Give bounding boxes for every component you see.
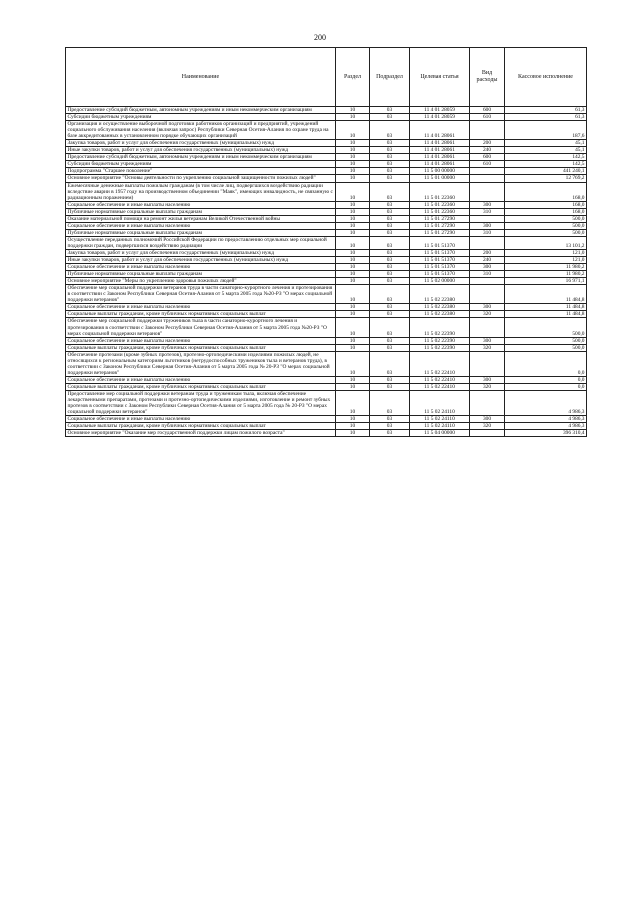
cell-sub: 03 (370, 147, 410, 154)
cell-sub: 03 (370, 208, 410, 215)
cell-name: Социальные выплаты гражданам, кроме публичных нормативных социальных выплат (66, 311, 336, 318)
cell-type: 300 (470, 222, 505, 229)
table-row (66, 264, 587, 271)
cell-section: 10 (336, 311, 370, 318)
cell-name: Закупка товаров, работ и услуг для обеспечения государственных (муниципальных) нужд (66, 249, 336, 256)
cell-amount: 11 484,8 (505, 311, 587, 318)
cell-section: 10 (336, 182, 370, 201)
cell-sub: 03 (370, 430, 410, 437)
cell-amount: 11 484,8 (505, 304, 587, 311)
cell-target: 11 5 02 24110 (410, 416, 470, 423)
table-row (66, 271, 587, 278)
table-row (66, 430, 587, 437)
header-section: Раздел (336, 48, 370, 107)
table-row (66, 351, 587, 376)
cell-amount: 500,0 (505, 318, 587, 337)
cell-name: Субсидии бюджетным учреждениям (66, 114, 336, 121)
cell-type: 610 (470, 114, 505, 121)
header-row (66, 48, 587, 107)
budget-table (65, 47, 587, 437)
cell-name: Публичные нормативные социальные выплаты гражданам (66, 271, 336, 278)
cell-amount: 500,0 (505, 222, 587, 229)
cell-sub: 03 (370, 182, 410, 201)
cell-type: 600 (470, 107, 505, 114)
cell-name: Закупка товаров, работ и услуг для обеспечения государственных (муниципальных) нужд (66, 140, 336, 147)
cell-sub: 03 (370, 257, 410, 264)
cell-target: 11 5 01 51370 (410, 236, 470, 249)
cell-amount: 0,0 (505, 376, 587, 383)
cell-target: 11 5 02 22390 (410, 344, 470, 351)
cell-amount: 187,6 (505, 121, 587, 140)
cell-sub: 03 (370, 271, 410, 278)
cell-target: 11 5 02 00000 (410, 278, 470, 285)
cell-target: 11 4 01 28061 (410, 161, 470, 168)
table-row (66, 215, 587, 222)
table-row (66, 257, 587, 264)
cell-amount: 11 484,8 (505, 285, 587, 304)
cell-name: Обеспечение мер социальной поддержки ветеранов труда в части санаторно-курортного лечения и протезирования в соответствии с Законом Республики Северная Осетия-Алания от 5 марта 2005 года №20-РЗ "О мерах социальной поддержки ветеранов" (66, 285, 336, 304)
cell-type: 310 (470, 271, 505, 278)
cell-name: Социальные выплаты гражданам, кроме публичных нормативных социальных выплат (66, 423, 336, 430)
table-row (66, 311, 587, 318)
cell-amount: 4 986,3 (505, 390, 587, 415)
cell-type: 300 (470, 264, 505, 271)
cell-section: 10 (336, 154, 370, 161)
page-number: 200 (314, 33, 326, 42)
cell-type: 320 (470, 423, 505, 430)
cell-name: Основное мероприятие "Меры по укреплению здоровья пожилых людей" (66, 278, 336, 285)
cell-target: 11 4 01 28061 (410, 154, 470, 161)
table-row (66, 285, 587, 304)
table-row (66, 236, 587, 249)
table-row (66, 344, 587, 351)
cell-type (470, 285, 505, 304)
cell-amount: 16 971,1 (505, 278, 587, 285)
cell-section: 10 (336, 147, 370, 154)
header-amount: Кассовое исполнение (505, 48, 587, 107)
cell-section: 10 (336, 236, 370, 249)
cell-type: 320 (470, 311, 505, 318)
cell-type: 240 (470, 147, 505, 154)
cell-section: 10 (336, 337, 370, 344)
cell-target: 11 5 01 51370 (410, 264, 470, 271)
cell-section: 10 (336, 376, 370, 383)
cell-amount: 142,5 (505, 154, 587, 161)
cell-type (470, 121, 505, 140)
cell-type (470, 390, 505, 415)
cell-section: 10 (336, 222, 370, 229)
cell-name: Осуществление переданных полномочий Российской Федерации по предоставлению отдельных мер социальной поддержки граждан, подвергшихся воздействию радиации (66, 236, 336, 249)
table-row (66, 175, 587, 182)
cell-name: Социальное обеспечение и иные выплаты населению (66, 264, 336, 271)
table-row (66, 390, 587, 415)
cell-type: 310 (470, 229, 505, 236)
cell-name: Субсидии бюджетным учреждениям (66, 161, 336, 168)
cell-section: 10 (336, 175, 370, 182)
cell-name: Предоставление субсидий бюджетным, автономным учреждениям и иным некоммерческим организациям (66, 107, 336, 114)
cell-target: 11 4 01 28061 (410, 121, 470, 140)
cell-type: 300 (470, 201, 505, 208)
cell-sub: 03 (370, 423, 410, 430)
cell-section: 10 (336, 121, 370, 140)
cell-name: Основное мероприятие "Основы деятельности по укреплению социальной защищенности пожилых людей" (66, 175, 336, 182)
cell-target: 11 5 01 51370 (410, 249, 470, 256)
cell-target: 11 4 01 28061 (410, 140, 470, 147)
cell-target: 11 4 01 28059 (410, 114, 470, 121)
cell-type: 300 (470, 376, 505, 383)
cell-amount: 0,0 (505, 383, 587, 390)
cell-sub: 03 (370, 121, 410, 140)
cell-name: Социальное обеспечение и иные выплаты населению (66, 201, 336, 208)
cell-sub: 03 (370, 236, 410, 249)
cell-amount: 13 101,2 (505, 236, 587, 249)
cell-target: 11 5 01 27290 (410, 222, 470, 229)
cell-name: Социальные выплаты гражданам, кроме публичных нормативных социальных выплат (66, 383, 336, 390)
cell-amount: 396 310,4 (505, 430, 587, 437)
cell-sub: 03 (370, 154, 410, 161)
cell-section: 10 (336, 215, 370, 222)
cell-section: 10 (336, 114, 370, 121)
cell-target: 11 5 00 00000 (410, 168, 470, 175)
cell-section: 10 (336, 208, 370, 215)
cell-amount: 45,1 (505, 147, 587, 154)
cell-sub: 03 (370, 201, 410, 208)
cell-amount: 121,0 (505, 257, 587, 264)
cell-target: 11 5 02 22380 (410, 285, 470, 304)
cell-amount: 500,0 (505, 344, 587, 351)
cell-name: Организация и осуществление выборочной подготовки работников организаций и предприятий, учреждений социального обслуживания населения (включая запрос) Республики Северная Осетия-Алания по охране труда на базе аккредитованных в установленном порядке обучающих организаций (66, 121, 336, 140)
table-row (66, 423, 587, 430)
cell-sub: 03 (370, 278, 410, 285)
cell-amount: 441 240,1 (505, 168, 587, 175)
header-name: Наименование (66, 48, 336, 107)
cell-name: Основное мероприятие "Оказание мер государственной поддержки лицам пожилого возраста" (66, 430, 336, 437)
cell-amount: 11 980,2 (505, 271, 587, 278)
cell-sub: 03 (370, 229, 410, 236)
cell-target: 11 4 01 28059 (410, 107, 470, 114)
table-row (66, 182, 587, 201)
cell-type (470, 215, 505, 222)
cell-name: Публичные нормативные социальные выплаты гражданам (66, 208, 336, 215)
cell-amount: 4 986,3 (505, 416, 587, 423)
cell-type: 310 (470, 208, 505, 215)
cell-type (470, 278, 505, 285)
cell-target: 11 5 02 22410 (410, 383, 470, 390)
cell-sub: 03 (370, 215, 410, 222)
cell-section: 10 (336, 416, 370, 423)
cell-target: 11 5 01 22360 (410, 201, 470, 208)
cell-name: Социальное обеспечение и иные выплаты населению (66, 416, 336, 423)
cell-sub: 03 (370, 376, 410, 383)
cell-target: 11 4 01 28061 (410, 147, 470, 154)
cell-section: 10 (336, 229, 370, 236)
cell-amount: 121,0 (505, 249, 587, 256)
cell-amount: 500,0 (505, 229, 587, 236)
cell-amount: 4 986,3 (505, 423, 587, 430)
cell-name: Социальное обеспечение и иные выплаты населению (66, 337, 336, 344)
cell-section: 10 (336, 168, 370, 175)
cell-target: 11 5 01 22360 (410, 182, 470, 201)
cell-sub: 03 (370, 285, 410, 304)
cell-sub: 03 (370, 337, 410, 344)
cell-target: 11 5 02 24110 (410, 390, 470, 415)
cell-sub: 03 (370, 344, 410, 351)
cell-target: 11 5 02 24110 (410, 423, 470, 430)
cell-target: 11 5 01 51370 (410, 271, 470, 278)
cell-target: 11 5 02 22410 (410, 351, 470, 376)
cell-sub: 03 (370, 264, 410, 271)
cell-type (470, 318, 505, 337)
cell-type (470, 175, 505, 182)
cell-type: 200 (470, 140, 505, 147)
cell-amount: 168,0 (505, 182, 587, 201)
table-row (66, 121, 587, 140)
cell-sub: 03 (370, 114, 410, 121)
table-row (66, 154, 587, 161)
cell-type: 610 (470, 161, 505, 168)
table-row (66, 383, 587, 390)
cell-section: 10 (336, 285, 370, 304)
cell-type: 300 (470, 304, 505, 311)
cell-type (470, 236, 505, 249)
cell-sub: 03 (370, 222, 410, 229)
cell-type: 320 (470, 344, 505, 351)
table-row (66, 168, 587, 175)
cell-name: Оказание материальной помощи на ремонт жилья ветеранам Великой Отечественной войны (66, 215, 336, 222)
cell-section: 10 (336, 351, 370, 376)
cell-amount: 61,3 (505, 107, 587, 114)
cell-section: 10 (336, 107, 370, 114)
cell-section: 10 (336, 344, 370, 351)
cell-type (470, 168, 505, 175)
cell-section: 10 (336, 383, 370, 390)
cell-target: 11 5 01 27290 (410, 229, 470, 236)
cell-sub: 03 (370, 390, 410, 415)
cell-target: 11 5 02 22390 (410, 318, 470, 337)
table-row (66, 304, 587, 311)
cell-amount: 0,0 (505, 351, 587, 376)
cell-type: 240 (470, 257, 505, 264)
cell-sub: 03 (370, 383, 410, 390)
cell-type: 200 (470, 249, 505, 256)
cell-amount: 168,0 (505, 208, 587, 215)
cell-name: Иные закупки товаров, работ и услуг для обеспечения государственных (муниципальных) нужд (66, 147, 336, 154)
cell-sub: 03 (370, 351, 410, 376)
cell-target: 11 5 01 22360 (410, 208, 470, 215)
cell-name: Социальное обеспечение и иные выплаты населению (66, 222, 336, 229)
cell-target: 11 5 02 22380 (410, 304, 470, 311)
cell-amount: 168,0 (505, 201, 587, 208)
cell-name: Иные закупки товаров, работ и услуг для обеспечения государственных (муниципальных) нужд (66, 257, 336, 264)
cell-section: 10 (336, 201, 370, 208)
cell-amount: 500,0 (505, 337, 587, 344)
table-row (66, 222, 587, 229)
cell-sub: 03 (370, 107, 410, 114)
cell-target: 11 5 02 22380 (410, 311, 470, 318)
cell-sub: 03 (370, 175, 410, 182)
cell-amount: 142,5 (505, 161, 587, 168)
header-target: Целевая статья (410, 48, 470, 107)
cell-amount: 61,3 (505, 114, 587, 121)
cell-name: Подпрограмма "Старшее поколение" (66, 168, 336, 175)
cell-sub: 03 (370, 161, 410, 168)
cell-sub: 03 (370, 311, 410, 318)
table-row (66, 114, 587, 121)
cell-section: 10 (336, 264, 370, 271)
table-row (66, 376, 587, 383)
header-exptype: Вид расходы (470, 48, 505, 107)
cell-target: 11 5 01 00000 (410, 175, 470, 182)
table-row (66, 249, 587, 256)
table-row (66, 278, 587, 285)
cell-type: 320 (470, 383, 505, 390)
cell-section: 10 (336, 318, 370, 337)
cell-target: 11 5 02 22410 (410, 376, 470, 383)
table-row (66, 337, 587, 344)
cell-type (470, 182, 505, 201)
cell-name: Социальное обеспечение и иные выплаты населению (66, 304, 336, 311)
cell-section: 10 (336, 161, 370, 168)
cell-section: 10 (336, 423, 370, 430)
cell-type: 300 (470, 416, 505, 423)
cell-name: Публичные нормативные социальные выплаты гражданам (66, 229, 336, 236)
table-row (66, 229, 587, 236)
cell-name: Социальное обеспечение и иные выплаты населению (66, 376, 336, 383)
cell-sub: 03 (370, 304, 410, 311)
cell-name: Предоставление мер социальной поддержки ветеранам труда и труженикам тыла, включая обеспечение лекарственными препаратами, протезами и протезно-ортопедическими изделиями, изготовление и ремонт зубных протезов в соответствии с Законом Республики Северная Осетия-Алания от 5 марта 2005 года № 20-РЗ "О мерах социальной поддержки ветеранов" (66, 390, 336, 415)
cell-section: 10 (336, 140, 370, 147)
table-row (66, 416, 587, 423)
table-row (66, 107, 587, 114)
cell-section: 10 (336, 304, 370, 311)
cell-section: 10 (336, 249, 370, 256)
cell-sub: 03 (370, 140, 410, 147)
table-row (66, 161, 587, 168)
cell-type: 600 (470, 154, 505, 161)
cell-type (470, 430, 505, 437)
cell-section: 10 (336, 430, 370, 437)
cell-target: 11 5 01 27290 (410, 215, 470, 222)
cell-target: 11 5 02 22390 (410, 337, 470, 344)
table-row (66, 318, 587, 337)
cell-section: 10 (336, 278, 370, 285)
cell-amount: 11 980,2 (505, 264, 587, 271)
cell-type: 300 (470, 337, 505, 344)
cell-section: 10 (336, 390, 370, 415)
table-row (66, 147, 587, 154)
table-row (66, 208, 587, 215)
cell-sub: 03 (370, 249, 410, 256)
table-row (66, 140, 587, 147)
cell-name: Ежемесячные денежные выплаты пожилым гражданам (в том числе лиц, подвергшихся воздействию радиации вследствие аварии в 1957 году на производственном объединении "Маяк", имеющих инвалидность, не связанную с радиационным поражением) (66, 182, 336, 201)
cell-type (470, 351, 505, 376)
cell-amount: 500,0 (505, 215, 587, 222)
cell-section: 10 (336, 257, 370, 264)
cell-name: Предоставление субсидий бюджетным, автономным учреждениям и иным некоммерческим организациям (66, 154, 336, 161)
cell-target: 11 5 04 00000 (410, 430, 470, 437)
table-row (66, 201, 587, 208)
cell-name: Обеспечение мер социальной поддержки тружеников тыла в части санаторно-курортного лечения и протезирования в соответствии с Законом Республики Северная Осетия-Алания от 5 марта 2005 года №20-РЗ "О мерах социальной поддержки ветеранов" (66, 318, 336, 337)
cell-sub: 03 (370, 168, 410, 175)
cell-target: 11 5 01 51370 (410, 257, 470, 264)
header-subsection: Подраздел (370, 48, 410, 107)
cell-section: 10 (336, 271, 370, 278)
cell-sub: 03 (370, 416, 410, 423)
cell-name: Социальные выплаты гражданам, кроме публичных нормативных социальных выплат (66, 344, 336, 351)
cell-sub: 03 (370, 318, 410, 337)
cell-amount: 12 769,2 (505, 175, 587, 182)
cell-name: Обеспечение протезами (кроме зубных протезов), протезно-ортопедическими изделиями пожилых людей, не относящихся к региональным категориям льготников (нетрудоспособных тружеников тыла и ветеранов труда), в соответствии с Законом Республики Северная Осетия-Алания от 5 марта 2005 года № 20-РЗ "О мерах социальной поддержки ветеранов" (66, 351, 336, 376)
cell-amount: 45,1 (505, 140, 587, 147)
